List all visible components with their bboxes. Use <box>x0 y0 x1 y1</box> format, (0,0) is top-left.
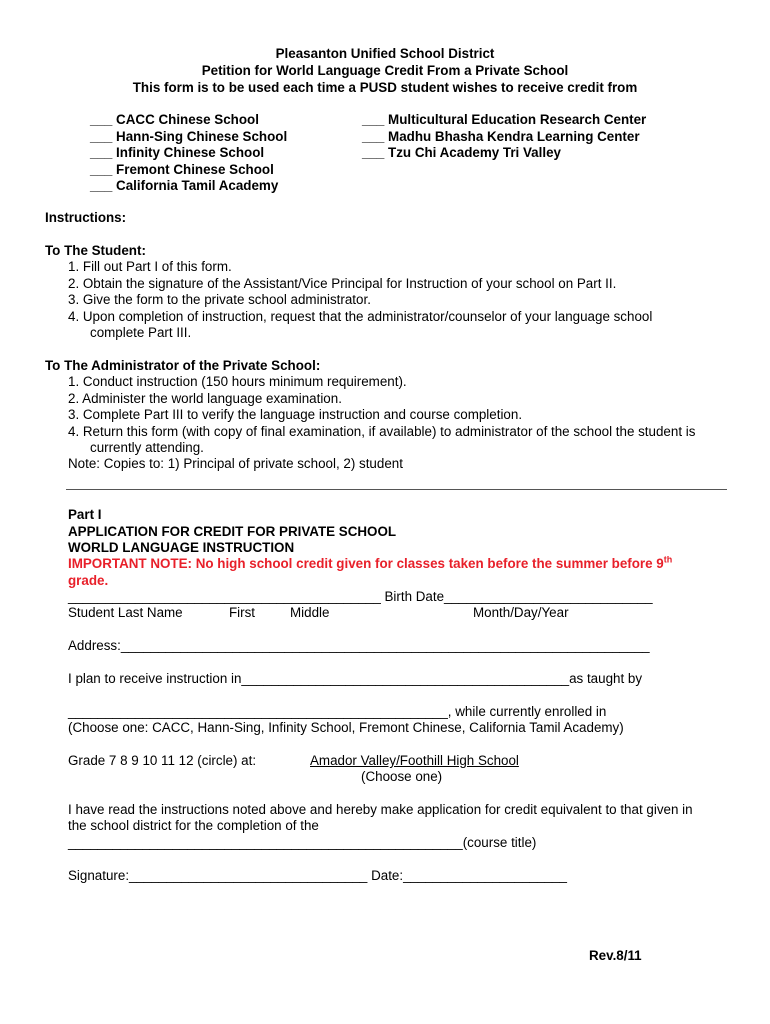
address-field[interactable]: Address:_______________________________________________________________________ <box>68 638 650 653</box>
school-option: ___ California Tamil Academy <box>90 178 279 193</box>
section-divider <box>66 489 727 490</box>
course-title-field[interactable]: _____________________________________________________(course title) <box>68 835 537 850</box>
school-option: ___ Infinity Chinese School <box>90 145 265 160</box>
copies-note: Note: Copies to: 1) Principal of private school, 2) student <box>68 456 403 471</box>
student-step: 4. Upon completion of instruction, request that the administrator/counselor of your language school <box>68 309 653 324</box>
admin-step: 2. Administer the world language examination. <box>68 391 342 406</box>
form-title: Petition for World Language Credit From a Private School <box>201 63 569 78</box>
admin-step: 4. Return this form (with copy of final examination, if available) to administrator of the school the student is <box>68 424 696 439</box>
student-step-cont: complete Part III. <box>90 325 192 340</box>
student-heading: To The Student: <box>45 243 146 258</box>
part1-title: Part I <box>68 507 102 522</box>
student-step: 2. Obtain the signature of the Assistant/Vice Principal for Instruction of your school on Part II. <box>68 276 617 291</box>
student-step: 3. Give the form to the private school administrator. <box>68 292 371 307</box>
signature-date-field[interactable]: Signature:________________________________ Date:______________________ <box>68 868 567 883</box>
district-title: Pleasanton Unified School District <box>275 46 495 61</box>
school-option: ___ CACC Chinese School <box>90 112 259 127</box>
choose-one-hint: (Choose one) <box>361 769 443 784</box>
name-birthdate-field[interactable]: __________________________________________ Birth Date____________________________ <box>68 589 653 604</box>
label-first-name: First <box>229 605 256 620</box>
admin-step: 1. Conduct instruction (150 hours minimum requirement). <box>68 374 407 389</box>
declaration-text: I have read the instructions noted above and hereby make application for credit equivalent to that given in <box>68 802 693 817</box>
admin-heading: To The Administrator of the Private School: <box>45 358 321 373</box>
student-step: 1. Fill out Part I of this form. <box>68 259 232 274</box>
admin-step-cont: currently attending. <box>90 440 204 455</box>
admin-step: 3. Complete Part III to verify the language instruction and course completion. <box>68 407 523 422</box>
instructions-heading: Instructions: <box>45 210 127 225</box>
school-option: ___ Tzu Chi Academy Tri Valley <box>362 145 561 160</box>
important-note-cont: grade. <box>68 573 109 588</box>
important-note: IMPORTANT NOTE: No high school credit given for classes taken before the summer before 9th <box>68 554 673 571</box>
school-option: ___ Fremont Chinese School <box>90 162 274 177</box>
instruction-language-field[interactable]: I plan to receive instruction in____________________________________________as taught by <box>68 671 643 686</box>
high-school-selector[interactable]: Amador Valley/Foothill High School <box>310 753 519 768</box>
part1-subtitle: APPLICATION FOR CREDIT FOR PRIVATE SCHOOL <box>68 524 397 539</box>
label-date-format: Month/Day/Year <box>473 605 569 620</box>
revision-label: Rev.8/11 <box>589 948 642 963</box>
school-option: ___ Hann-Sing Chinese School <box>90 129 288 144</box>
label-middle-name: Middle <box>290 605 330 620</box>
choose-school-hint: (Choose one: CACC, Hann-Sing, Infinity School, Fremont Chinese, California Tamil Academy) <box>68 720 624 735</box>
label-last-name: Student Last Name <box>68 605 183 620</box>
grade-selector[interactable]: Grade 7 8 9 10 11 12 (circle) at: <box>68 753 257 768</box>
school-option: ___ Multicultural Education Research Center <box>362 112 647 127</box>
part1-subtitle: WORLD LANGUAGE INSTRUCTION <box>68 540 295 555</box>
declaration-text-cont: the school district for the completion of the <box>68 818 319 833</box>
school-option: ___ Madhu Bhasha Kendra Learning Center <box>362 129 640 144</box>
form-purpose: This form is to be used each time a PUSD student wishes to receive credit from <box>132 80 638 95</box>
private-school-field[interactable]: ___________________________________________________, while currently enrolled in <box>68 704 607 719</box>
